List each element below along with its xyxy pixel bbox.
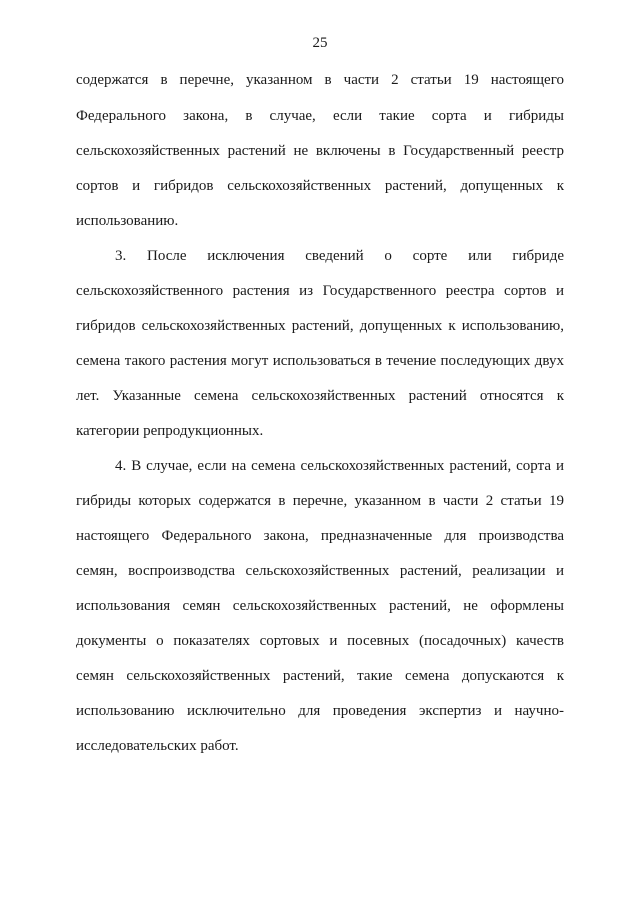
text-line: семян, воспроизводства сельскохозяйственных растений, реализации и [76,563,564,579]
text-line: использованию исключительно для проведения экспертиз и научно- [76,703,564,719]
text-line: гибриды которых содержатся в перечне, указанном в части 2 статьи 19 [76,493,564,509]
text-line: исследовательских работ. [76,738,239,754]
text-line: лет. Указанные семена сельскохозяйственных растений относятся к [76,388,564,404]
text-line: Федерального закона, в случае, если такие сорта и гибриды [76,108,564,124]
page-number: 25 [312,35,328,51]
text-line: категории репродукционных. [76,423,264,439]
text-line: семена такого растения могут использоваться в течение последующих двух [76,353,564,369]
text-line: сортов и гибридов сельскохозяйственных растений, допущенных к [76,178,564,194]
text-line: использования семян сельскохозяйственных растений, не оформлены [76,598,564,614]
text-line: семян сельскохозяйственных растений, такие семена допускаются к [76,668,564,684]
text-line: документы о показателях сортовых и посевных (посадочных) качеств [76,633,564,649]
text-line: 3. После исключения сведений о сорте или гибриде [115,248,564,264]
text-line: содержатся в перечне, указанном в части 2 статьи 19 настоящего [76,72,564,88]
text-line: использованию. [76,213,179,229]
text-line: 4. В случае, если на семена сельскохозяйственных растений, сорта и [115,458,564,474]
text-line: сельскохозяйственного растения из Государственного реестра сортов и [76,283,564,299]
text-line: гибридов сельскохозяйственных растений, допущенных к использованию, [76,318,564,334]
text-line: настоящего Федерального закона, предназначенные для производства [76,528,564,544]
text-line: сельскохозяйственных растений не включены в Государственный реестр [76,143,564,159]
